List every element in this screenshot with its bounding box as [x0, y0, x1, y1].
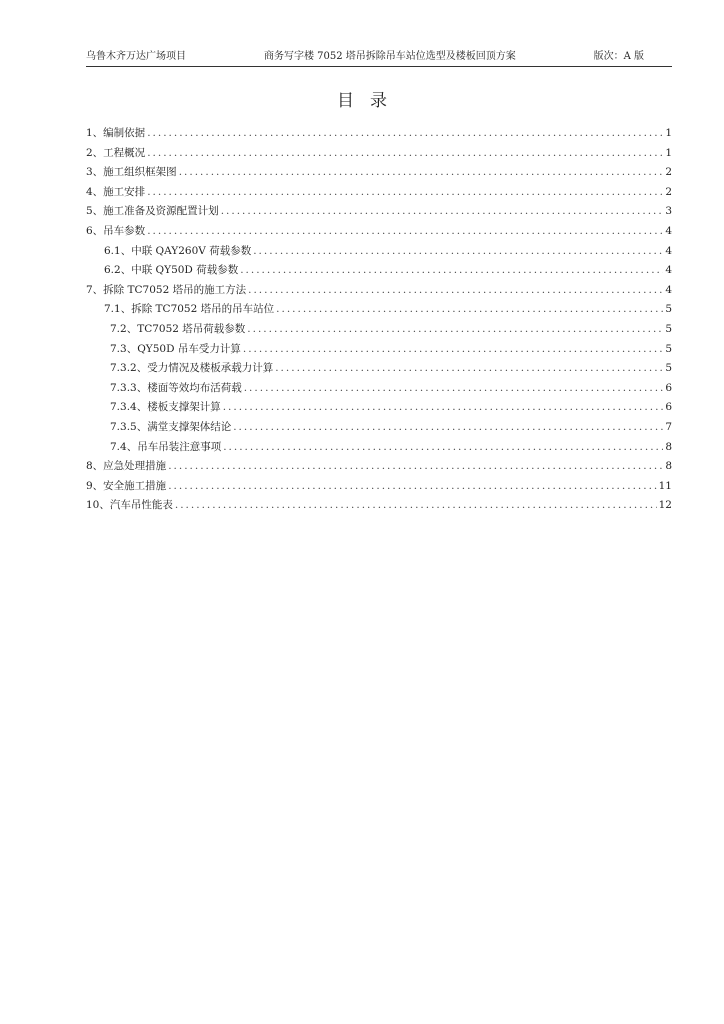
- toc-leader: [240, 264, 663, 276]
- toc-entry-page: 1: [665, 127, 672, 139]
- toc-entry-label: 7.2、TC7052 塔吊荷载参数: [110, 322, 246, 335]
- toc-entry[interactable]: [86, 497, 672, 517]
- toc-entry-page: 4: [665, 283, 672, 296]
- toc-entry-label: 1、编制依据: [86, 127, 146, 139]
- toc-entry-page: 5: [665, 322, 672, 335]
- toc-leader: [253, 245, 663, 257]
- toc-entry-page: 4: [665, 224, 672, 237]
- toc-entry[interactable]: [86, 203, 672, 223]
- toc-entry-page: 3: [665, 205, 672, 218]
- toc-entry[interactable]: [86, 301, 672, 321]
- toc-leader: [275, 362, 663, 374]
- toc-entry-label: 7.3.3、楼面等效均布活荷载: [110, 381, 242, 394]
- toc-entry-page: 4: [665, 244, 672, 257]
- toc-entry-label: 7.3.4、楼板支撑架计算: [110, 401, 221, 414]
- toc-leader: [168, 460, 663, 472]
- toc-entry-label: 10、汽车吊性能表: [86, 499, 173, 512]
- toc-entry-page: 5: [665, 303, 672, 316]
- toc-entry[interactable]: [86, 439, 672, 459]
- toc-entry-page: 8: [665, 440, 672, 453]
- toc-entry-page: 5: [665, 362, 672, 375]
- toc-entry-page: 11: [658, 479, 672, 492]
- header-version: 版次：A 版: [593, 51, 644, 62]
- toc-entry-label: 6.1、中联 QAY260V 荷载参数: [104, 244, 252, 257]
- toc-entry[interactable]: [86, 458, 672, 478]
- toc-entry-page: 6: [665, 381, 672, 394]
- toc-entry-label: 7.4、吊车吊装注意事项: [110, 440, 222, 453]
- toc-entry-label: 3、施工组织框架图: [86, 166, 177, 179]
- toc-leader: [179, 166, 664, 178]
- toc-entry-page: 2: [665, 166, 672, 179]
- toc-entry[interactable]: [86, 125, 672, 145]
- toc-entry-page: 2: [665, 185, 672, 198]
- toc-entry[interactable]: [86, 380, 672, 400]
- toc-entry-label: 7.1、拆除 TC7052 塔吊的吊车站位: [104, 303, 275, 316]
- toc-entry-label: 7.3.5、满堂支撑架体结论: [110, 420, 232, 433]
- toc-leader: [223, 441, 663, 453]
- toc-leader: [243, 343, 663, 355]
- toc-entry-page: 4: [665, 264, 672, 277]
- toc-leader: [244, 382, 664, 394]
- toc-entry[interactable]: [86, 321, 672, 341]
- toc-entry[interactable]: [86, 360, 672, 380]
- toc-leader: [247, 323, 663, 335]
- page-header: [86, 50, 672, 67]
- toc-leader: [175, 499, 657, 511]
- toc-entry-label: 5、施工准备及资源配置计划: [86, 205, 219, 218]
- toc-entry-page: 12: [658, 499, 672, 512]
- toc-entry[interactable]: [86, 399, 672, 419]
- toc-leader: [221, 205, 664, 217]
- toc-entry[interactable]: [86, 243, 672, 263]
- toc-entry-label: 7.3、QY50D 吊车受力计算: [110, 342, 241, 355]
- toc-leader: [223, 401, 664, 413]
- toc-leader: [233, 421, 663, 433]
- toc-entry-label: 2、工程概况: [86, 146, 146, 159]
- toc-entry-label: 6.2、中联 QY50D 荷载参数: [104, 264, 239, 277]
- toc-entry[interactable]: [86, 341, 672, 361]
- table-of-contents: [86, 125, 672, 517]
- toc-entry[interactable]: [86, 282, 672, 302]
- toc-entry-page: 1: [665, 146, 672, 159]
- toc-entry-label: 4、施工安排: [86, 185, 146, 198]
- toc-entry-label: 6、吊车参数: [86, 224, 146, 237]
- toc-leader: [147, 127, 663, 139]
- toc-leader: [276, 303, 663, 315]
- toc-leader: [147, 147, 663, 159]
- toc-entry[interactable]: [86, 478, 672, 498]
- toc-entry[interactable]: [86, 223, 672, 243]
- toc-leader: [147, 186, 663, 198]
- toc-entry-page: 5: [665, 342, 672, 355]
- toc-entry[interactable]: [86, 145, 672, 165]
- toc-entry-label: 7、拆除 TC7052 塔吊的施工方法: [86, 283, 247, 296]
- header-project: 乌鲁木齐万达广场项目: [86, 51, 186, 62]
- toc-title: 目录: [337, 91, 403, 111]
- toc-leader: [168, 480, 656, 492]
- header-doc-title: 商务写字楼 7052 塔吊拆除吊车站位选型及楼板回顶方案: [264, 51, 516, 62]
- toc-entry-label: 7.3.2、受力情况及楼板承载力计算: [110, 362, 274, 375]
- toc-leader: [248, 284, 663, 296]
- toc-entry-page: 7: [665, 420, 672, 433]
- toc-entry-page: 6: [665, 401, 672, 414]
- toc-entry-label: 9、安全施工措施: [86, 479, 167, 492]
- toc-entry[interactable]: [86, 419, 672, 439]
- toc-entry[interactable]: [86, 184, 672, 204]
- toc-entry-page: 8: [665, 460, 672, 473]
- toc-leader: [147, 225, 663, 237]
- toc-entry[interactable]: [86, 164, 672, 184]
- toc-entry-label: 8、应急处理措施: [86, 460, 167, 473]
- toc-entry[interactable]: [86, 262, 672, 282]
